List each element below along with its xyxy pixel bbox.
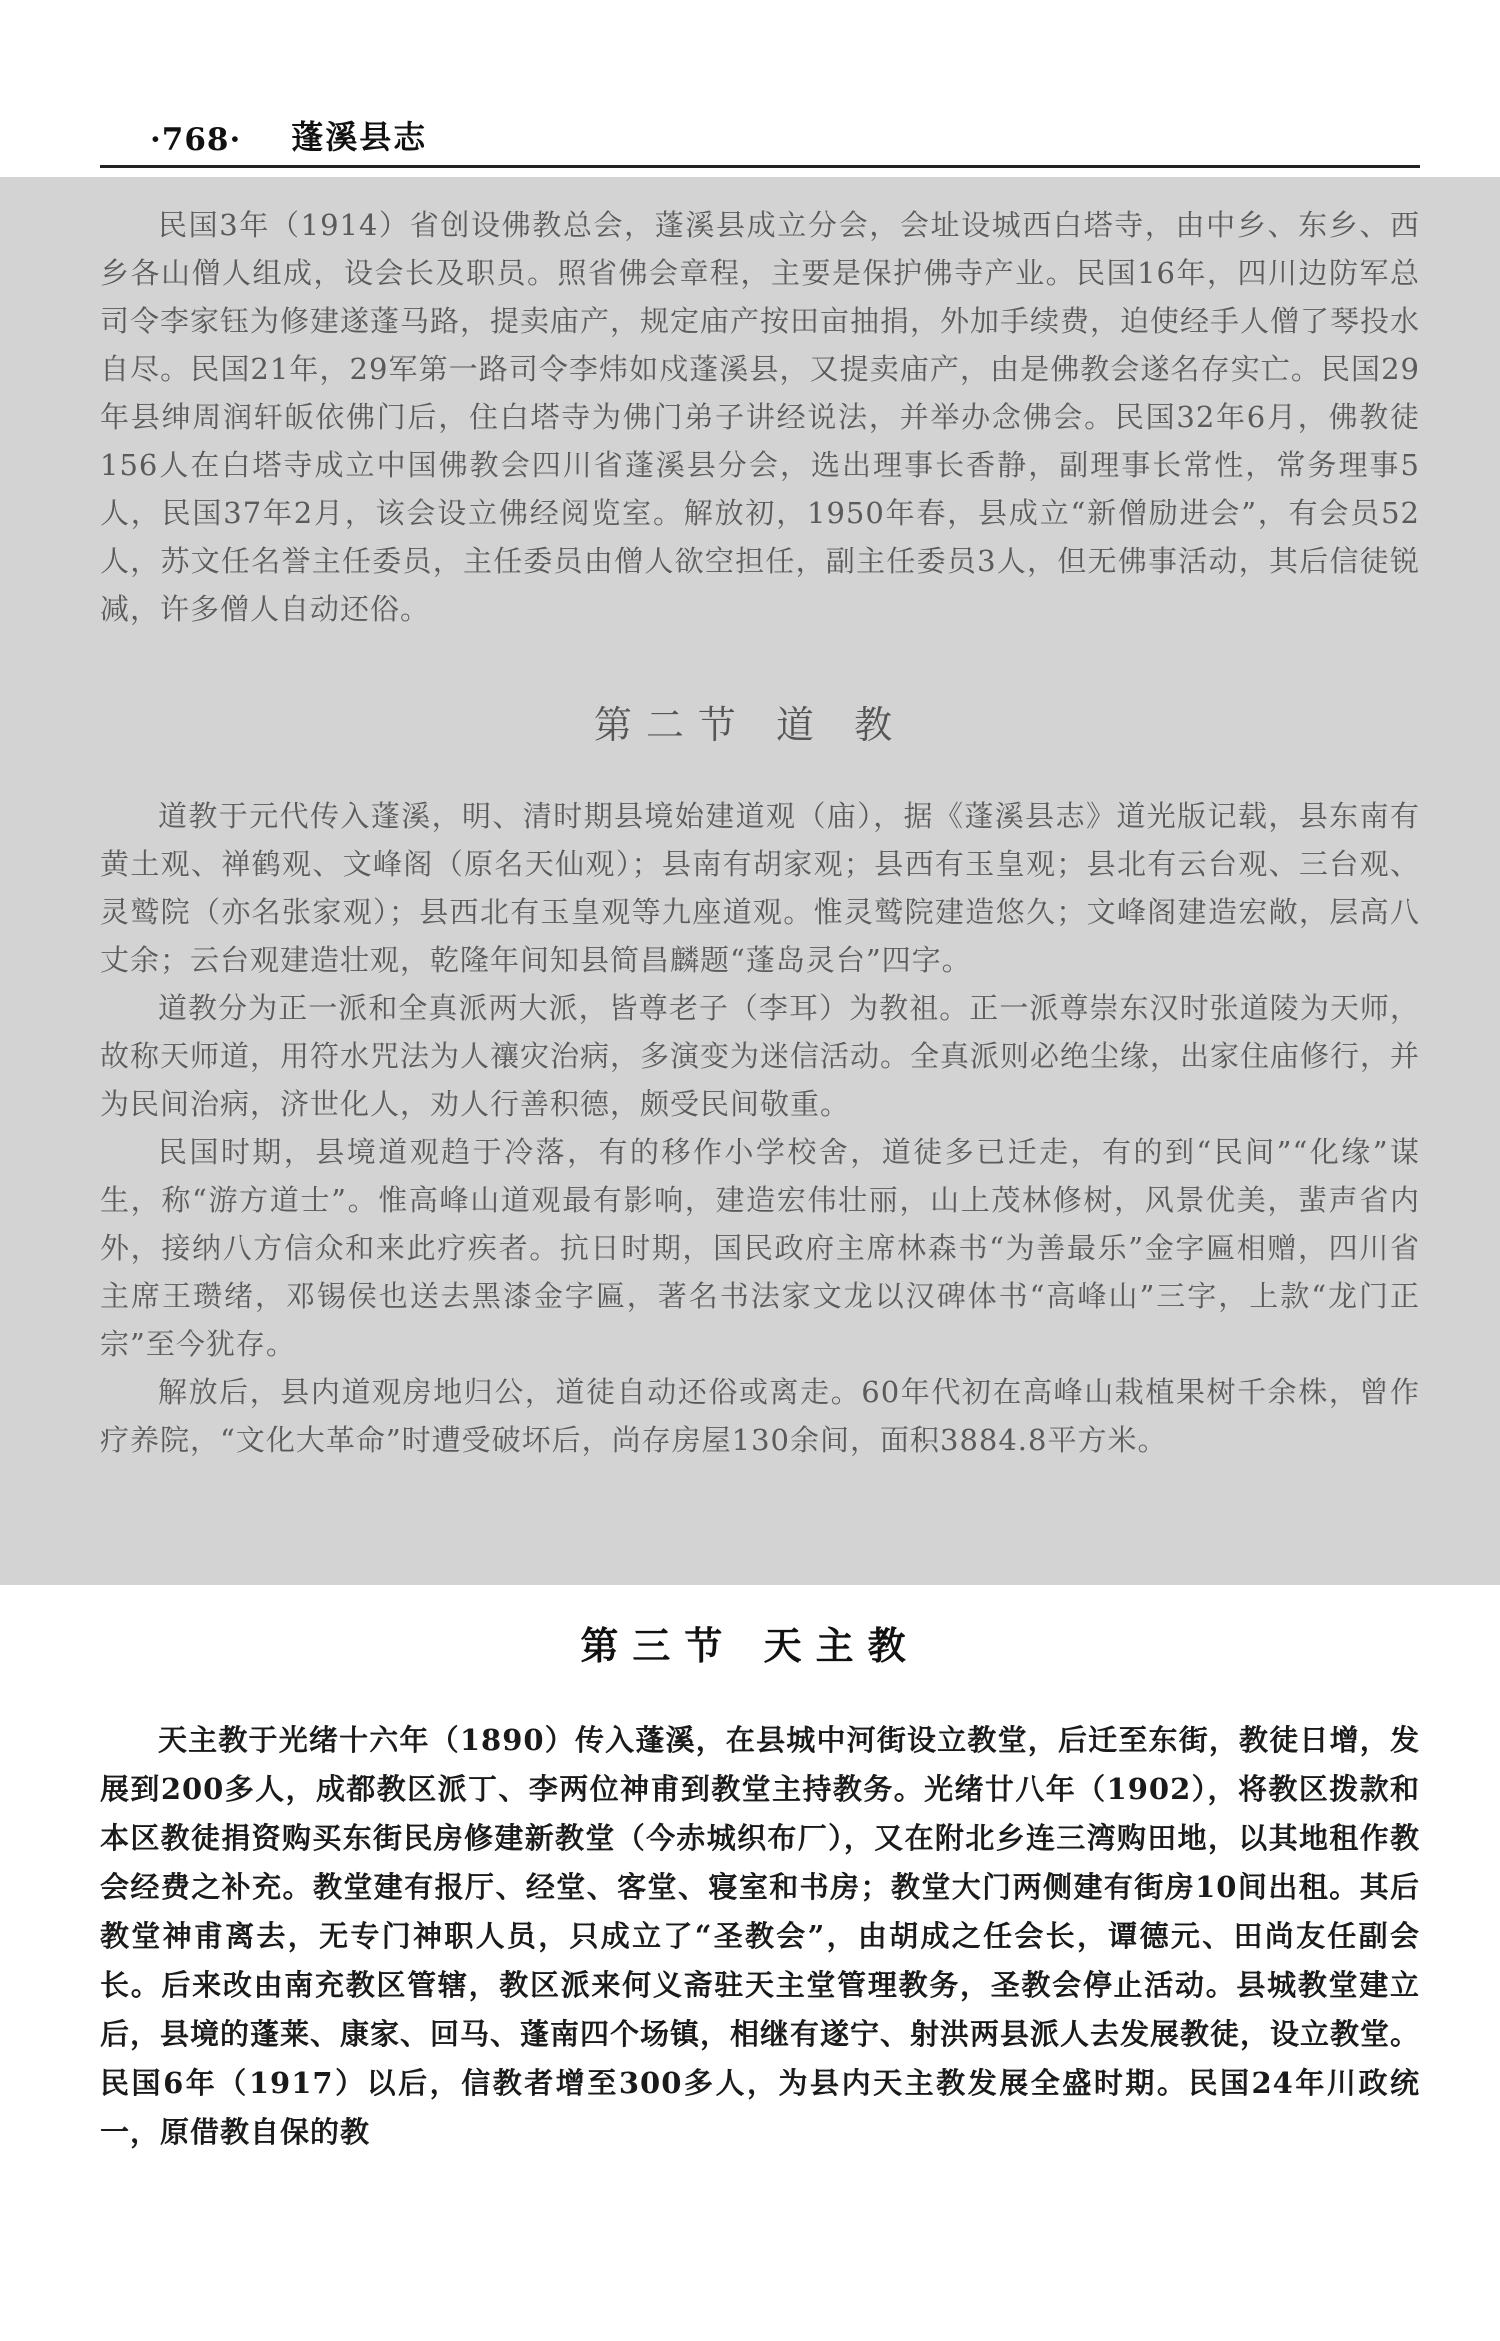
section-heading-taoism: 第二节 道 教 [593, 703, 907, 747]
catholicism-text-block [100, 1716, 1420, 2157]
section-heading-catholicism: 第三节 天主教 [580, 1623, 920, 1668]
header-rule [100, 165, 1420, 168]
catholicism-paragraph: 天主教于光绪十六年（1890）传入蓬溪，在县城中河街设立教堂，后迁至东街，教徒日增，发展到200多人，成都教区派丁、李两位神甫到教堂主持教务。光绪廿八年（1902），将教区拨款和本区教徒捐资购买东街民房修建新教堂（今赤城织布厂），又在附北乡连三湾购田地，以其地租作教会经费之补充。教堂建有报厅、经堂、客堂、寝室和书房；教堂大门两侧建有街房10间出租。其后教堂神甫离去，无专门神职人员，只成立了“圣教会”，由胡成之任会长，谭德元、田尚友任副会长。后来改由南充教区管辖，教区派来何义斋驻天主堂管理教务，圣教会停止活动。县城教堂建立后，县境的蓬莱、康家、回马、蓬南四个场镇，相继有遂宁、射洪两县派人去发展教徒，设立教堂。民国6年（1917）以后，信教者增至300多人，为县内天主教发展全盛时期。民国24年川政统一，原借教自保的教 [100, 1723, 1421, 2149]
taoism-paragraph: 道教于元代传入蓬溪，明、清时期县境始建道观（庙），据《蓬溪县志》道光版记载，县东南有黄土观、禅鹤观、文峰阁（原名天仙观）；县南有胡家观；县西有玉皇观；县北有云台观、三台观、灵鹫院（亦名张家观）；县西北有玉皇观等九座道观。惟灵鹫院建造悠久；文峰阁建造宏敞，层高八丈余；云台观建造壮观，乾隆年间知县简昌麟题“蓬岛灵台”四字。 [100, 799, 1420, 977]
book-title: 蓬溪县志 [291, 118, 428, 156]
taoism-paragraph: 解放后，县内道观房地归公，道徒自动还俗或离走。60年代初在高峰山栽植果树千余株，曾作疗养院，“文化大革命”时遭受破坏后，尚存房屋130余间，面积3884.8平方米。 [100, 1375, 1420, 1457]
buddhism-text-block [100, 201, 1420, 633]
taoism-paragraph: 道教分为正一派和全真派两大派，皆尊老子（李耳）为教祖。正一派尊崇东汉时张道陵为天师，故称天师道，用符水咒法为人禳灾治病，多演变为迷信活动。全真派则必绝尘缘，出家住庙修行，并为民间治病，济世化人，劝人行善积德，颇受民间敬重。 [100, 991, 1421, 1121]
taoism-paragraph: 民国时期，县境道观趋于冷落，有的移作小学校舍，道徒多已迁走，有的到“民间”“化缘”谋生，称“游方道士”。惟高峰山道观最有影响，建造宏伟壮丽，山上茂林修树，风景优美，蜚声省内外，接纳八方信众和来此疗疾者。抗日时期，国民政府主席林森书“为善最乐”金字匾相赠，四川省主席王瓒绪，邓锡侯也送去黑漆金字匾，著名书法家文龙以汉碑体书“高峰山”三字，上款“龙门正宗”至今犹存。 [100, 1135, 1420, 1361]
page-header [150, 104, 1420, 158]
buddhism-paragraph: 民国3年（1914）省创设佛教总会，蓬溪县成立分会，会址设城西白塔寺，由中乡、东乡、西乡各山僧人组成，设会长及职员。照省佛会章程，主要是保护佛寺产业。民国16年，四川边防军总司令李家钰为修建遂蓬马路，提卖庙产，规定庙产按田亩抽捐，外加手续费，迫使经手人僧了琴投水自尽。民国21年，29军第一路司令李炜如戍蓬溪县，又提卖庙产，由是佛教会遂名存实亡。民国29年县绅周润轩皈依佛门后，住白塔寺为佛门弟子讲经说法，并举办念佛会。民国32年6月，佛教徒156人在白塔寺成立中国佛教会四川省蓬溪县分会，选出理事长香静，副理事长常性，常务理事5人，民国37年2月，该会设立佛经阅览室。解放初，1950年春，县成立“新僧励进会”，有会员52人，苏文任名誉主任委员，主任委员由僧人欲空担任，副主任委员3人，但无佛事活动，其后信徒锐减，许多僧人自动还俗。 [100, 208, 1421, 626]
taoism-text-block [100, 792, 1420, 1464]
highlighted-region [0, 177, 1500, 1585]
page-number: ·768· [150, 122, 242, 158]
